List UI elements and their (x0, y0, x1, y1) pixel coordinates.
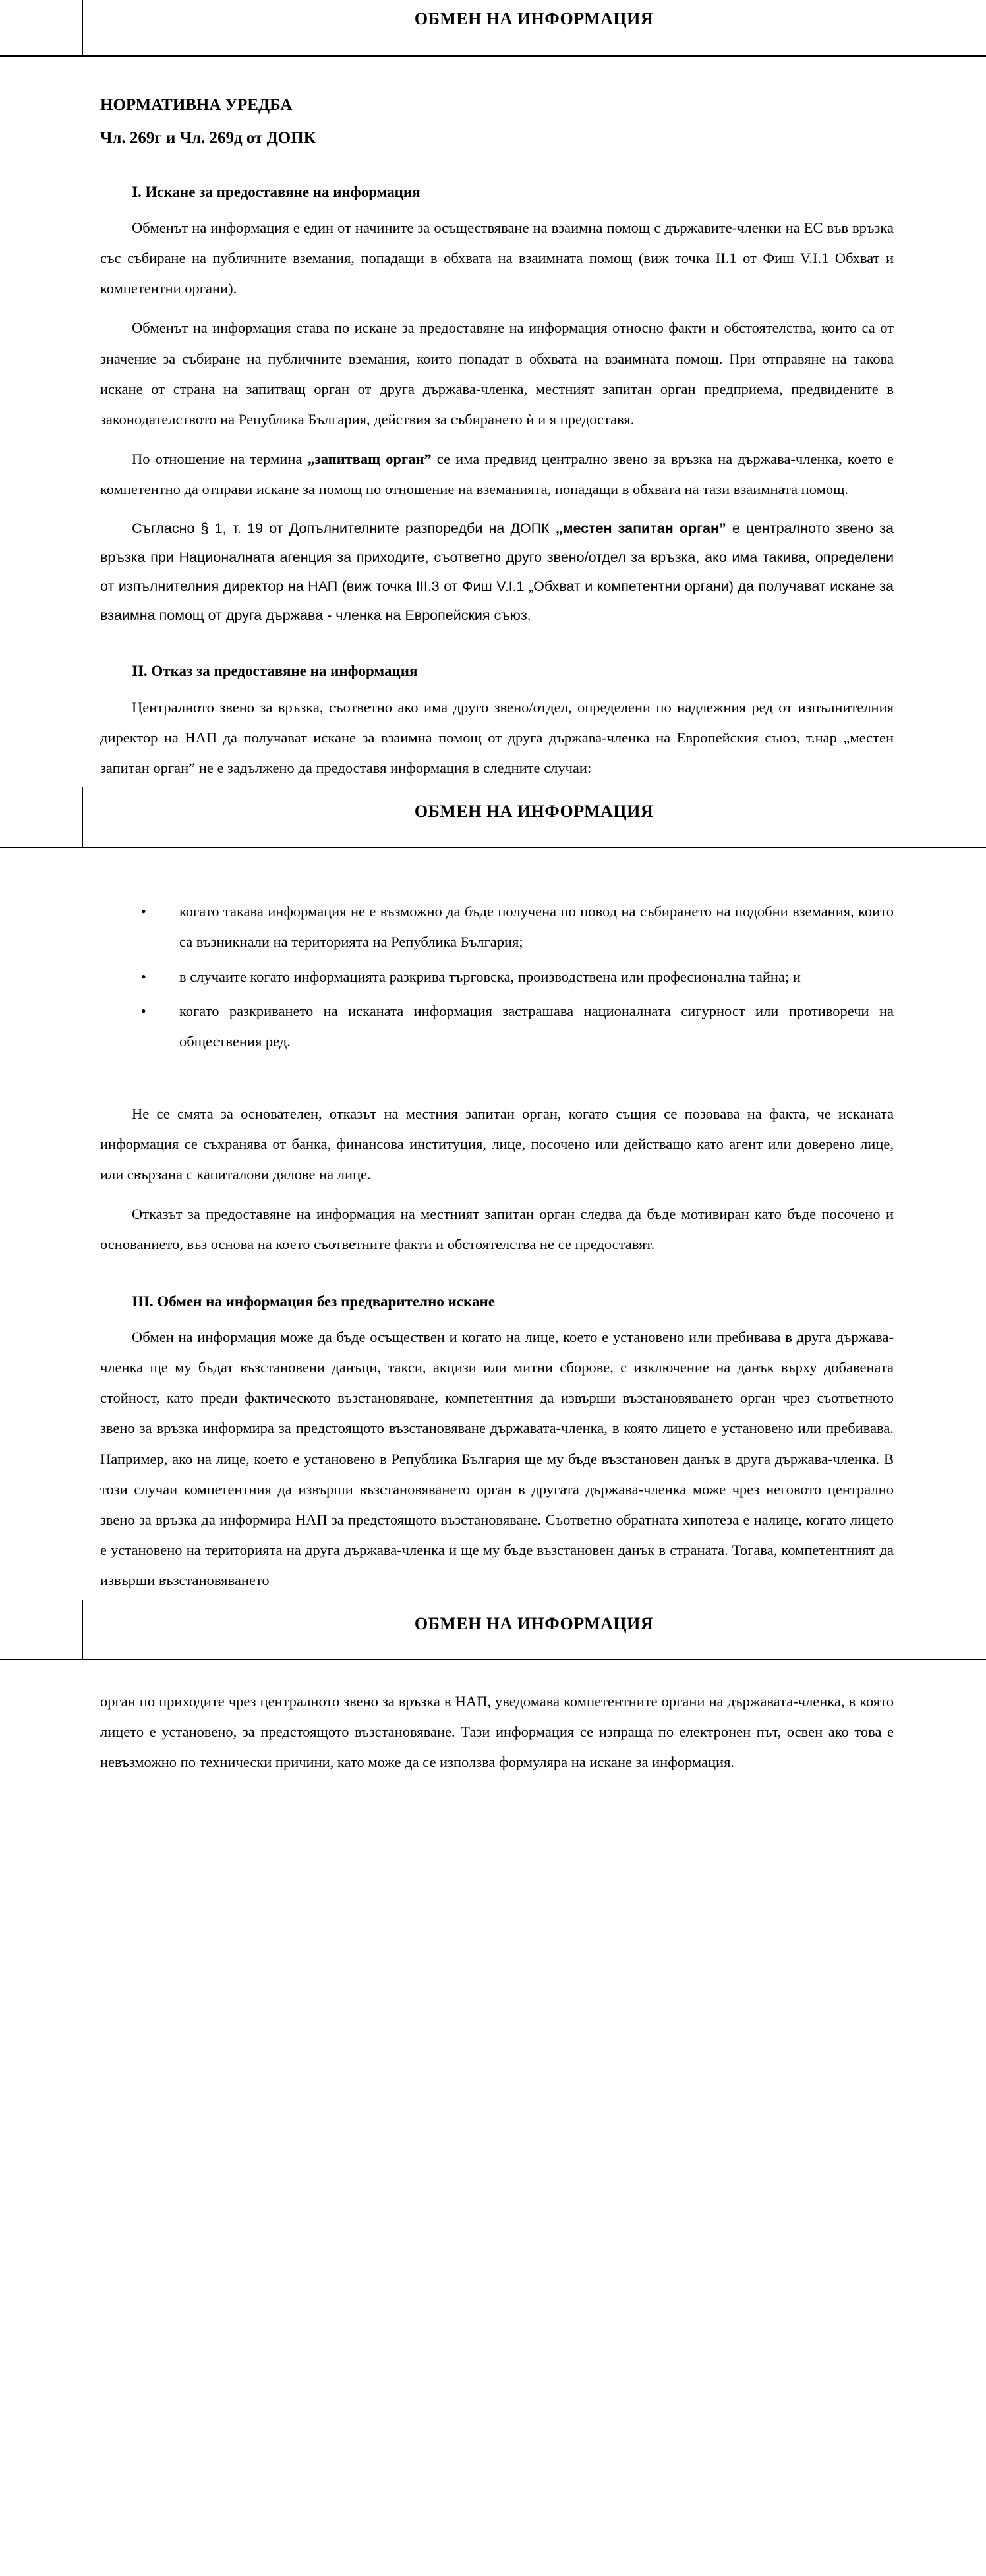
document-title: НОРМАТИВНА УРЕДБА (100, 96, 293, 114)
page-header-2 (0, 787, 986, 848)
bullet-icon: • (141, 1002, 146, 1019)
section-heading-three: III. Обмен на информация без предварително искане (132, 1293, 495, 1310)
section-one-paragraph-2: Обменът на информация става по искане за предоставяне на информация относно факти и обстоятелства, които са от значение за събиране на публичните вземания, които попадат в обхвата на взаимната помощ. При отправяне на такова искане от страна на запитващ орган от друга държава-членка, местният запитан орган предприема, предвидените в законодателството на Република България, действия за събирането ѝ и я предоставя. (100, 320, 894, 428)
section-heading-one: I. Искане за предоставяне на информация (132, 183, 420, 200)
section-two-paragraph-1: Централното звено за връзка, съответно ако има друго звено/отдел, определени по надлежния ред от изпълнителния директор на НАП да получават искане за взаимна помощ от друга държава-членка на Европейския съюз, т.нар „местен запитан орган” не е задължено да предоставя информация в следните случаи: (100, 698, 894, 777)
section-heading-two: II. Отказ за предоставяне на информация (132, 663, 418, 680)
page-header-title: ОБМЕН НА ИНФОРМАЦИЯ (414, 1614, 654, 1634)
section-one-paragraph-3-suffix: се има предвид централно звено за връзка на държава-членка, което е компетентно да отправи искане за помощ по отношение на вземанията, попадащи в обхвата на тази взаимната помощ. (100, 450, 894, 497)
document-body-continued-2 (0, 1660, 986, 1778)
list-item-text: в случаите когато информацията разкрива търговска, производствена или професионална тайна; и (179, 968, 801, 985)
section-one-paragraph-4-suffix: е централното звено за връзка при Националната агенция за приходите, съответно друго звено/отдел за връзка, ако има такива, определени от изпълнителния директор на НАП (виж точка III.3 от Фиш V.I.1 „Обхват и компетентни органи) да получават искане за взаимна помощ от друга държава - членка на Европейския съюз. (100, 520, 894, 624)
section-one-paragraph-3 (100, 444, 894, 505)
page-header-title: ОБМЕН НА ИНФОРМАЦИЯ (414, 802, 654, 822)
section-one-paragraph-4 (100, 514, 894, 630)
term-requesting-authority: „запитващ орган” (307, 450, 432, 467)
section-three-paragraph-2: орган по приходите чрез централното звено за връзка в НАП, уведомава компетентните органи на държавата-членка, в която лицето е установено, за предстоящото възстановяване. Тази информация се изпраща по електронен път, освен ако това е невъзможно по технически причини, като може да се използва формуляра на искане за информация. (100, 1693, 894, 1771)
document-body (0, 94, 986, 783)
spacer (100, 1061, 894, 1090)
spacer (100, 848, 894, 877)
bullet-icon: • (141, 968, 146, 985)
list-item-text: когато разкриването на исканата информация застрашава националната сигурност или противоречи на обществения ред. (179, 1002, 894, 1050)
list-item (100, 996, 894, 1057)
list-item-text: когато такава информация не е възможно да бъде получена по повод на събирането на подобни вземания, които са възникнали на територията на Република България; (179, 903, 894, 951)
section-two-paragraph-2: Не се смята за основателен, отказът на местния запитан орган, когато същия се позовава на факта, че исканата информация се съхранява от банка, финансова институция, лице, посочено или действащо като агент или доверено лице, или свързана с капиталови дялове на лице. (100, 1105, 894, 1183)
section-two-paragraph-3: Отказът за предоставяне на информация на местният запитан орган следва да бъде мотивиран като бъде посочено и основанието, въз основа на което съответните факти и обстоятелства не се предоставят. (100, 1206, 894, 1253)
section-one-paragraph-3-prefix: По отношение на термина (132, 450, 308, 467)
page-header-title: ОБМЕН НА ИНФОРМАЦИЯ (414, 9, 654, 28)
list-item (100, 897, 894, 957)
bullet-icon: • (141, 903, 146, 920)
section-three-paragraph-1: Обмен на информация може да бъде осъществен и когато на лице, което е установено или пребивава в друга държава-членка ще му бъдат възстановени данъци, такси, акцизи или митни сборове, с изключение на данък върху добавената стойност, като преди фактическото възстановяване, компетентния да извърши възстановяването орган чрез съответното звено за връзка информира за предстоящото възстановяване държавата-членка, в която лицето е установено или пребивава. Например, ако на лице, което е установено в Република България ще му бъде възстановен данък в друга държава-членка. В този случаи компетентния да извърши възстановяването орган в другата държава-членка може чрез неговото централно звено за връзка да информира НАП за предстоящото възстановяване. Съответно обратната хипотеза е налице, когато лицето е установено на територията на друга държава-членка и ще му бъде възстановен данък в страната. Тогава, компетентният да извърши възстановяването (100, 1329, 894, 1588)
spacer (100, 1660, 894, 1677)
section-one-paragraph-4-prefix: Съгласно § 1, т. 19 от Допълнителните разпоредби на ДОПК (132, 520, 556, 537)
section-one-paragraph-1: Обменът на информация е един от начините за осъществяване на взаимна помощ с държавите-членки на ЕС във връзка със събиране на публичните вземания, попадащи в обхвата на взаимната помощ (виж точка II.1 от Фиш V.I.1 Обхват и компетентни органи). (100, 219, 894, 297)
list-item (100, 962, 894, 992)
document-subtitle: Чл. 269г и Чл. 269д от ДОПК (100, 129, 316, 148)
page-header-3 (0, 1600, 986, 1660)
term-local-requested-authority: „местен запитан орган” (555, 520, 726, 537)
document-body-continued-1 (0, 848, 986, 1596)
page-header (0, 0, 986, 57)
refusal-grounds-list (100, 897, 894, 1057)
